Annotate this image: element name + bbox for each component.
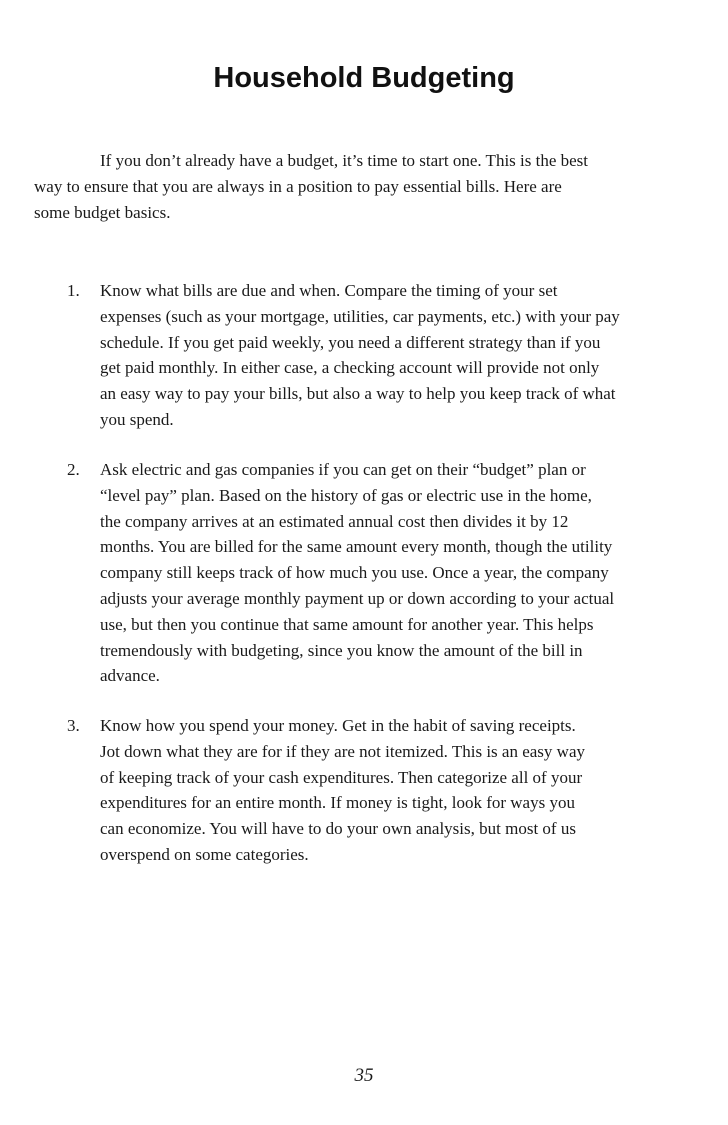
list-item-line: use, but then you continue that same amount for another year. This helps bbox=[100, 614, 594, 634]
intro-line: If you don’t already have a budget, it’s time to start one. This is the best bbox=[100, 151, 589, 170]
list-item-line: advance. bbox=[100, 666, 160, 686]
intro-text bbox=[34, 148, 657, 225]
list-item-line: Jot down what they are for if they are not itemized. This is an easy way bbox=[100, 741, 585, 761]
list-item-number: 2. bbox=[67, 460, 80, 479]
list-item-line: “level pay” plan. Based on the history of gas or electric use in the home, bbox=[100, 485, 592, 505]
list-item-line: adjusts your average monthly payment up or down according to your actual bbox=[100, 588, 615, 608]
list-item-line: of keeping track of your cash expenditures. Then categorize all of your bbox=[100, 767, 583, 787]
list-item-line: overspend on some categories. bbox=[100, 844, 309, 864]
intro-paragraph bbox=[34, 148, 657, 225]
list-item-line: schedule. If you get paid weekly, you need a different strategy than if you bbox=[100, 332, 601, 352]
list-item-line: expenses (such as your mortgage, utilities, car payments, etc.) with your pay bbox=[100, 306, 620, 326]
list-item-line: months. You are billed for the same amount every month, though the utility bbox=[100, 537, 613, 557]
list-item-text bbox=[100, 278, 670, 433]
intro-line: way to ensure that you are always in a position to pay essential bills. Here are bbox=[34, 176, 562, 196]
list-item-line: an easy way to pay your bills, but also a way to help you keep track of what bbox=[100, 384, 616, 404]
list-item-line: expenditures for an entire month. If money is tight, look for ways you bbox=[100, 793, 575, 813]
list-item-line: tremendously with budgeting, since you know the amount of the bill in bbox=[100, 640, 583, 660]
page-title: Household Budgeting bbox=[213, 62, 515, 94]
list-item-text bbox=[100, 713, 670, 868]
list-item-line: you spend. bbox=[100, 409, 174, 429]
list-item-line: the company arrives at an estimated annual cost then divides it by 12 bbox=[100, 511, 569, 531]
intro-line: some budget basics. bbox=[34, 202, 171, 222]
list-item-line: Know how you spend your money. Get in the habit of saving receipts. bbox=[100, 716, 576, 735]
list-item-line: company still keeps track of how much you use. Once a year, the company bbox=[100, 563, 609, 583]
list-item-line: Ask electric and gas companies if you can get on their “budget” plan or bbox=[100, 460, 586, 479]
list-item-text bbox=[100, 457, 670, 689]
list-item-number: 1. bbox=[67, 281, 80, 300]
page-number: 35 bbox=[354, 1065, 374, 1086]
list-item-line: Know what bills are due and when. Compare the timing of your set bbox=[100, 281, 558, 300]
list-item-line: can economize. You will have to do your own analysis, but most of us bbox=[100, 819, 576, 839]
list-item-number: 3. bbox=[67, 716, 80, 735]
list-item-line: get paid monthly. In either case, a checking account will provide not only bbox=[100, 358, 600, 378]
